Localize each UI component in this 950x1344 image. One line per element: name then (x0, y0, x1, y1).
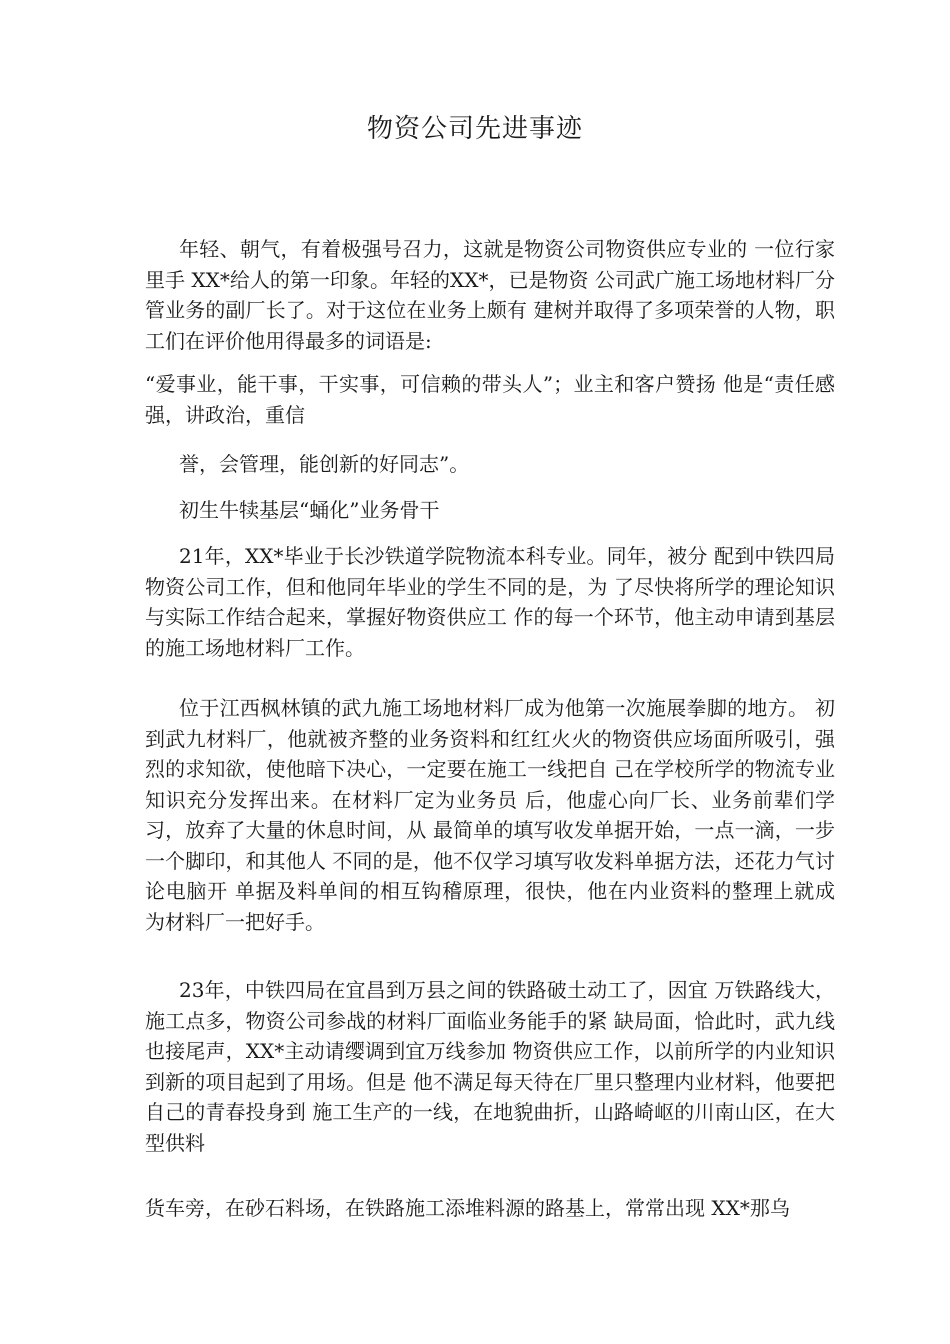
document-title: 物资公司先进事迹 (366, 114, 583, 144)
paragraph-graduation: 21年，XX*毕业于长沙铁道学院物流本科专业。同年，被分 配到中铁四局物资公司工作，但和他同年毕业的学生不同的是，为 了尽快将所学的理论知识与实际工作结合起来，掌握好物资供应工 作的每一个环节，他主动申请到基层的施工场地材料厂工作。 (145, 544, 835, 660)
paragraph-intro: 年轻、朝气，有着极强号召力，这就是物资公司物资供应专业的 一位行家里手 XX*给人的第一印象。年轻的XX*，已是物资 公司武广施工场地材料厂分管业务的副厂长了。对于这位在业务上颇有 建树并取得了多项荣誉的人物，职工们在评价他用得最多的词语是: (145, 237, 835, 353)
paragraph-yiwan: 23年，中铁四局在宜昌到万县之间的铁路破土动工了，因宜 万铁路线大，施工点多，物资公司参战的材料厂面临业务能手的紧 缺局面，恰此时，武九线也接尾声，XX*主动请缨调到宜万线参加 物资供应工作，以前所学的内业知识到新的项目起到了用场。但是 他不满足每天待在厂里只整理内业材料，他要把自己的青春投身到 施工生产的一线，在地貌曲折，山路崎岖的川南山区，在大型供料 (145, 978, 835, 1155)
paragraph-quote-continued: 誉，会管理，能创新的好同志”。 (179, 452, 470, 476)
paragraph-truncated: 货车旁，在砂石料场，在铁路施工添堆料源的路基上，常常出现 XX*那乌 (145, 1196, 790, 1220)
paragraph-quote: “爱事业，能干事，干实事，可信赖的带头人”；业主和客户赞扬 他是“责任感强，讲政治，重信 (145, 372, 835, 427)
paragraph-wujiu: 位于江西枫林镇的武九施工场地材料厂成为他第一次施展拳脚的地方。 初到武九材料厂，他就被齐整的业务资料和红红火火的物资供应场面所吸引，强烈的求知欲，使他暗下决心，一定要在施工一线把自 己在学校所学的物流专业知识充分发挥出来。在材料厂定为业务员 后，他虚心向厂长、业务前辈们学习，放弃了大量的休息时间，从 最简单的填写收发单据开始，一点一滴，一步一个脚印，和其他人 不同的是，他不仅学习填写收发料单据方法，还花力气讨论电脑开 单据及料单间的相互钩稽原理，很快，他在内业资料的整理上就成 为材料厂一把好手。 (145, 696, 835, 934)
section-heading: 初生牛犊基层“蛹化”业务骨干 (179, 498, 440, 522)
